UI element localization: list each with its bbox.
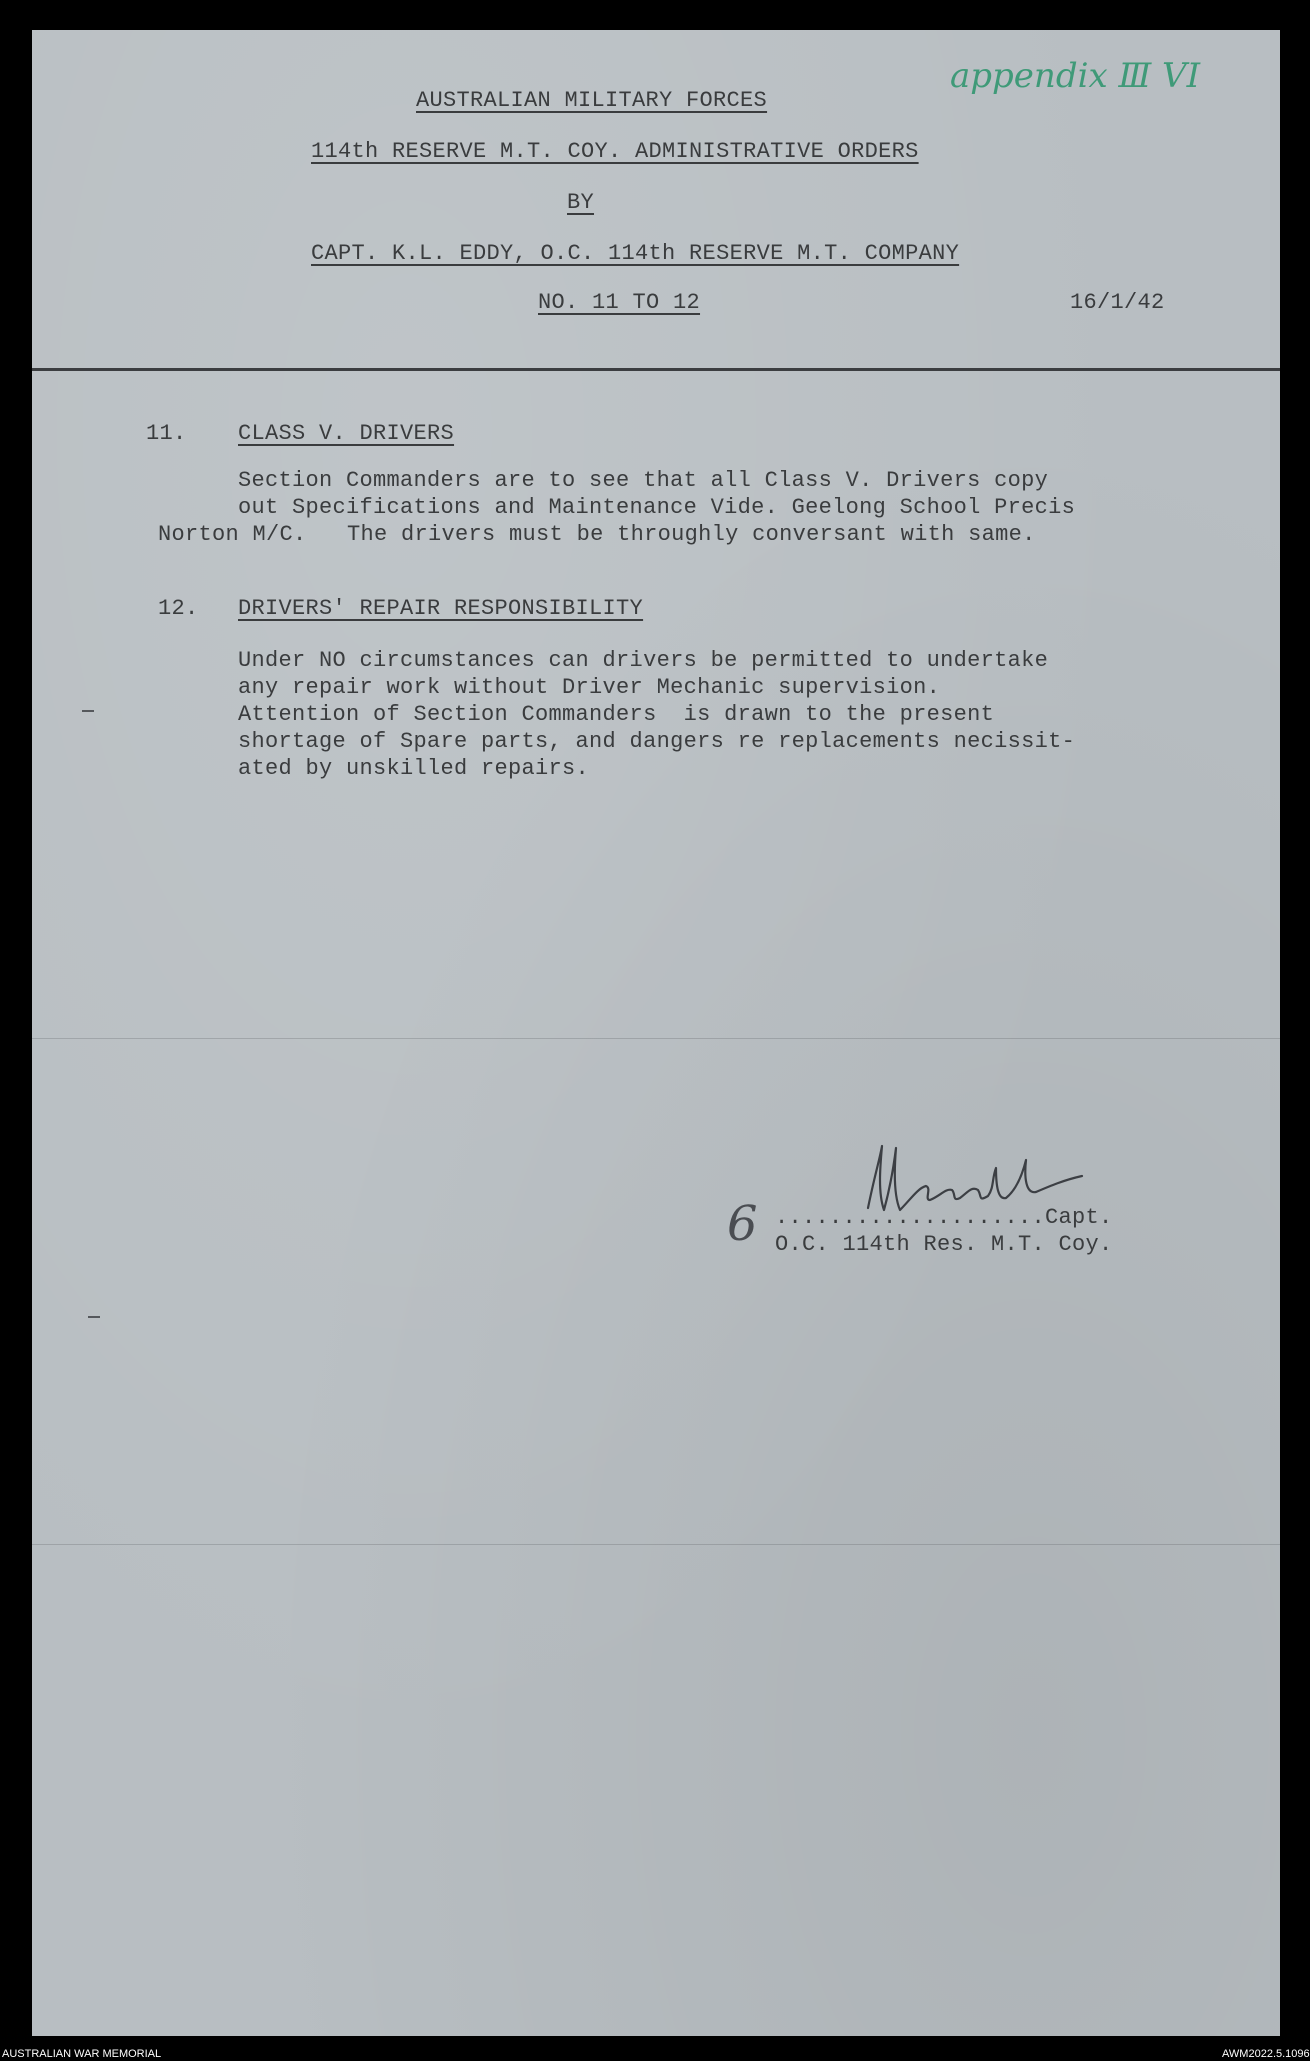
signature-dots-line: ....................Capt.: [775, 1205, 1113, 1230]
footer-bar: [0, 2046, 1310, 2061]
item-text-line: any repair work without Driver Mechanic supervision.: [238, 675, 941, 700]
header-line-by: BY: [567, 190, 595, 215]
footer-source: AUSTRALIAN WAR MEMORIAL: [2, 2048, 162, 2060]
item-heading: CLASS V. DRIVERS: [238, 421, 455, 446]
fold-crease: [32, 1038, 1280, 1039]
item-text-line: Under NO circumstances can drivers be permitted to undertake: [238, 648, 1049, 673]
header-line-forces: AUSTRALIAN MILITARY FORCES: [416, 88, 768, 113]
fold-crease: [32, 1544, 1280, 1545]
item-heading: DRIVERS' REPAIR RESPONSIBILITY: [238, 596, 644, 621]
order-date: 16/1/42: [1070, 290, 1165, 315]
footer-accession-number: AWM2022.5.1096: [1222, 2048, 1310, 2060]
margin-number-handwritten: 6: [727, 1196, 758, 1252]
item-text-line: Attention of Section Commanders is drawn to the present: [238, 702, 995, 727]
handwritten-annotation: appendix Ⅲ VI: [950, 56, 1201, 96]
header-line-orders: 114th RESERVE M.T. COY. ADMINISTRATIVE ORDERS: [311, 139, 919, 164]
item-text-line: shortage of Spare parts, and dangers re replacements necissit-: [238, 729, 1076, 754]
document-page: [32, 30, 1280, 2036]
item-text-line: Section Commanders are to see that all Class V. Drivers copy: [238, 468, 1049, 493]
item-text-line: out Specifications and Maintenance Vide. Geelong School Precis: [238, 495, 1076, 520]
item-number: 12.: [158, 596, 199, 621]
signature-title: O.C. 114th Res. M.T. Coy.: [775, 1232, 1113, 1257]
item-text-line: ated by unskilled repairs.: [238, 756, 590, 781]
margin-mark: [88, 1316, 100, 1318]
header-divider: [32, 368, 1280, 371]
margin-mark: [82, 710, 94, 712]
item-number: 11.: [146, 421, 187, 446]
item-text-line: Norton M/C. The drivers must be throughly conversant with same.: [158, 522, 1036, 547]
order-range: NO. 11 TO 12: [538, 290, 701, 315]
header-line-officer: CAPT. K.L. EDDY, O.C. 114th RESERVE M.T. COMPANY: [311, 241, 960, 266]
